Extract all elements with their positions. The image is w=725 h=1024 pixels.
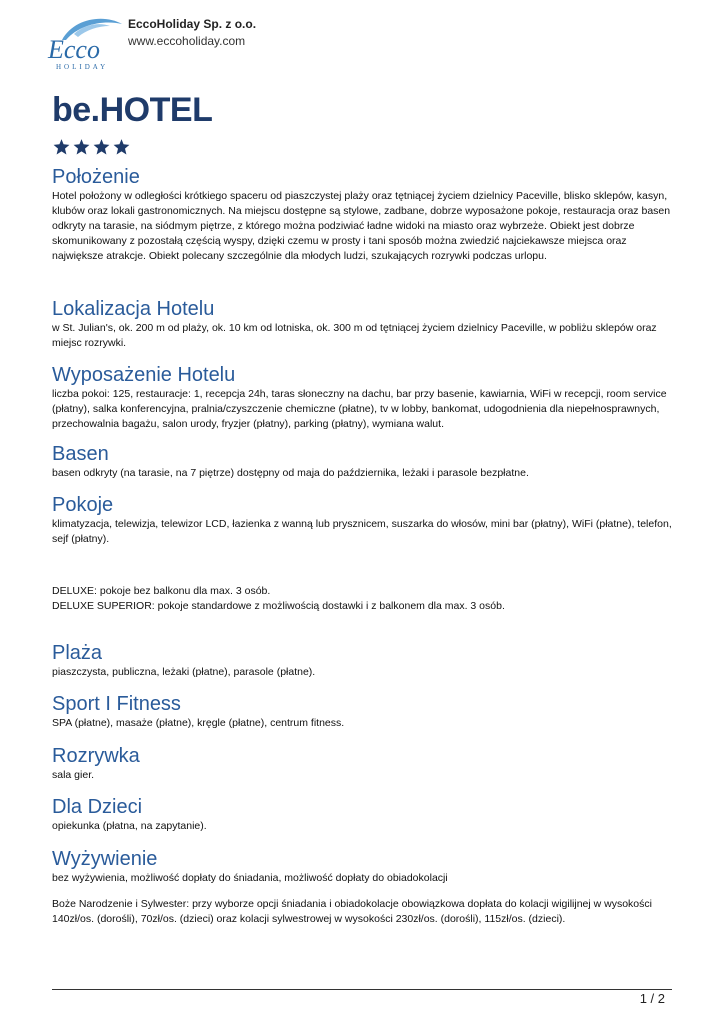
- section-text: piaszczysta, publiczna, leżaki (płatne), parasole (płatne).: [52, 666, 316, 678]
- section-heading: Basen: [52, 443, 109, 465]
- ecco-holiday-logo: [44, 10, 124, 70]
- room-type-deluxe-superior: DELUXE SUPERIOR: pokoje standardowe z możliwością dostawki i z balkonem dla max. 3 osób.: [52, 600, 505, 612]
- section-sport-fitness: [52, 693, 672, 731]
- section-text: liczba pokoi: 125, restauracje: 1, recepcja 24h, taras słoneczny na dachu, bar przy basenie, kawiarnia, WiFi w recepcji, room service (płatny), salka konferencyjna, pralnia/czyszczenie chemiczne (płatne), tv w lobby, bankomat, udogodnienia dla niepełnosprawnych, przechowalnia bagażu, salon urody, fryzjer (płatny), parking (płatny), wymiana walut.: [52, 388, 667, 430]
- star-icon: [52, 135, 71, 159]
- section-polozenie: [52, 166, 672, 264]
- page-header: [44, 10, 684, 72]
- section-text: sala gier.: [52, 769, 95, 781]
- room-type-deluxe: DELUXE: pokoje bez balkonu dla max. 3 osób.: [52, 585, 271, 597]
- section-pokoje: [52, 494, 672, 614]
- logo-wordmark: Ecco: [48, 35, 100, 64]
- section-heading: Wyposażenie Hotelu: [52, 364, 236, 386]
- star-icon: [92, 135, 111, 159]
- section-text: w St. Julian's, ok. 200 m od plaży, ok. 10 km od lotniska, ok. 300 m od tętniącej życiem dzielnicy Paceville, w pobliżu sklepów oraz miejsc rozrywki.: [52, 322, 657, 349]
- star-icon: [112, 135, 131, 159]
- section-heading: Położenie: [52, 166, 140, 188]
- logo-subtext: HOLIDAY: [56, 63, 109, 70]
- section-dla-dzieci: [52, 796, 672, 834]
- section-plaza: [52, 642, 672, 680]
- company-name: EccoHoliday Sp. z o.o.: [128, 17, 257, 31]
- section-text: basen odkryty (na tarasie, na 7 piętrze) dostępny od maja do października, leżaki i parasole bezpłatne.: [52, 467, 529, 479]
- section-heading: Rozrywka: [52, 745, 140, 767]
- company-website[interactable]: www.eccoholiday.com: [128, 34, 246, 48]
- section-rozrywka: [52, 745, 672, 783]
- section-lokalizacja: [52, 298, 672, 351]
- section-heading: Wyżywienie: [52, 848, 158, 870]
- section-heading: Lokalizacja Hotelu: [52, 298, 215, 320]
- section-text: bez wyżywienia, możliwość dopłaty do śniadania, możliwość dopłaty do obiadokolacji: [52, 872, 448, 884]
- page-number: 1 / 2: [639, 991, 665, 1006]
- star-icon: [72, 135, 91, 159]
- section-text: Hotel położony w odległości krótkiego spaceru od piaszczystej plaży oraz tętniącej życiem dzielnicy Paceville, blisko sklepów, kasyn, klubów oraz lokali gastronomicznych. Na miejscu dostępne są stylowe, zadbane, dobrze wyposażone pokoje, restauracja oraz basen odkryty na tarasie, na siódmym piętrze, z którego można podziwiać ładne widoki na miasto oraz wybrzeże. Obiekt jest dobrze skomunikowany z pozostałą częścią wyspy, dzięki czemu w prosty i tani sposób można zwiedzić najciekawsze miejsca oraz największe atrakcje. Obiekt polecany szczególnie dla młodych ludzi, szukających rozrywki podczas urlopu.: [52, 190, 671, 262]
- section-heading: Sport I Fitness: [52, 693, 181, 715]
- section-text: SPA (płatne), masaże (płatne), kręgle (płatne), centrum fitness.: [52, 717, 345, 729]
- section-basen: [52, 443, 672, 481]
- section-wyposazenie: [52, 364, 672, 432]
- section-heading: Dla Dzieci: [52, 796, 143, 818]
- holiday-surcharge-note: Boże Narodzenie i Sylwester: przy wyborze opcji śniadania i obiadokolacje obowiązkowa dopłata do kolacji wigilijnej w wysokości 140zł/os. (dorośli), 70zł/os. (dzieci) oraz kolacji sylwestrowej w wysokości 230zł/os. (dorośli), 115zł/os. (dzieci).: [52, 898, 652, 925]
- section-heading: Pokoje: [52, 494, 114, 516]
- section-wyzywienie: [52, 848, 672, 927]
- footer-divider: [52, 989, 672, 990]
- hotel-name: be.HOTEL: [52, 91, 213, 129]
- section-text: opiekunka (płatna, na zapytanie).: [52, 820, 207, 832]
- section-text: klimatyzacja, telewizja, telewizor LCD, łazienka z wanną lub prysznicem, suszarka do włosów, mini bar (płatny), WiFi (płatne), telefon, sejf (płatny).: [52, 518, 672, 545]
- hotel-star-rating: [52, 135, 131, 159]
- section-heading: Plaża: [52, 642, 103, 664]
